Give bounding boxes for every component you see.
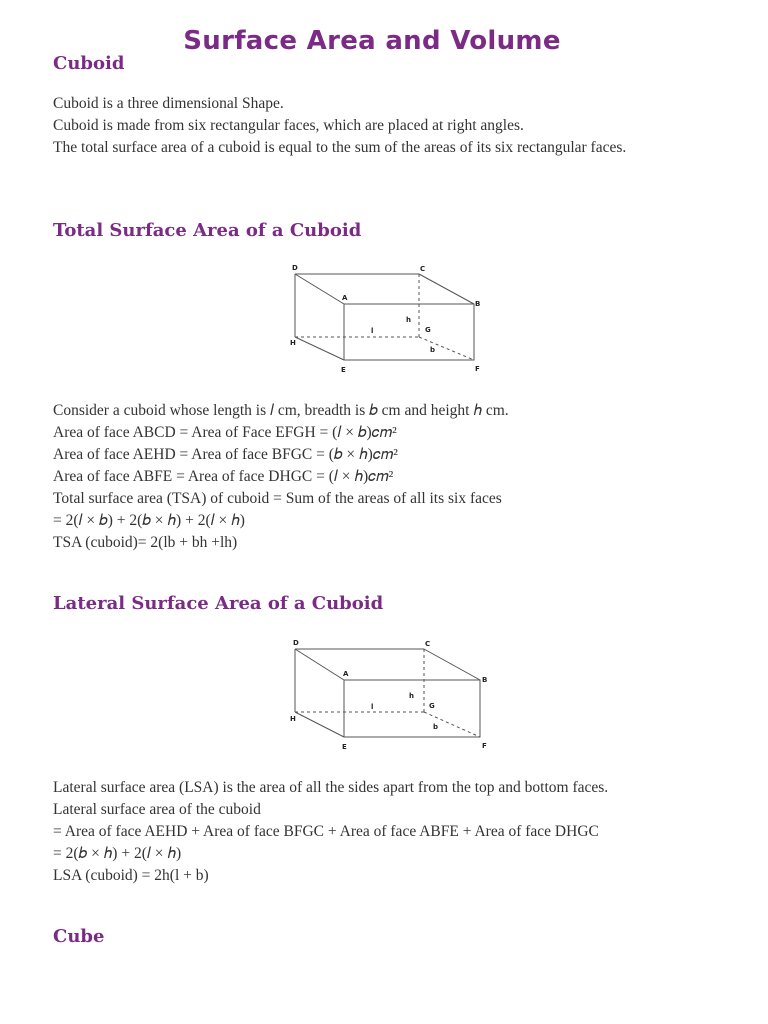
section-heading-tsa: Total Surface Area of a Cuboid <box>53 220 362 241</box>
cuboid-diagram-svg <box>285 260 495 378</box>
tsa-line: Consider a cuboid whose length is 𝑙 cm, breadth is 𝑏 cm and height ℎ cm. <box>53 402 509 419</box>
tsa-line: Area of face AEHD = Area of face BFGC = (𝑏 × ℎ)𝑐𝑚² <box>53 446 398 463</box>
cuboid-diagram-tsa <box>285 260 495 382</box>
vertex-label: C <box>425 640 431 648</box>
vertex-label: G <box>425 326 431 334</box>
section-heading-cube: Cube <box>53 926 105 947</box>
dimension-label: l <box>371 327 374 335</box>
section-heading-lsa: Lateral Surface Area of a Cuboid <box>53 593 384 614</box>
section-heading-cuboid: Cuboid <box>53 53 125 74</box>
lsa-line: Lateral surface area of the cuboid <box>53 801 261 818</box>
vertex-label: A <box>342 294 348 302</box>
tsa-paragraph <box>53 400 733 554</box>
vertex-label: B <box>482 676 488 684</box>
dimension-label: l <box>371 703 374 711</box>
dimension-label: h <box>406 316 411 324</box>
vertex-label: D <box>292 264 298 272</box>
vertex-label: D <box>293 639 299 647</box>
cuboid-paragraph <box>53 93 693 159</box>
vertex-label: E <box>342 743 347 751</box>
cuboid-diagram-lsa <box>285 635 495 757</box>
lsa-line: = Area of face AEHD + Area of face BFGC + Area of face ABFE + Area of face DHGC <box>53 823 599 840</box>
vertex-label: F <box>482 742 487 750</box>
lsa-line: LSA (cuboid) = 2h(l + b) <box>53 867 209 884</box>
vertex-label: H <box>290 715 296 723</box>
page-title: Surface Area and Volume <box>183 26 561 56</box>
dimension-label: b <box>430 346 436 354</box>
tsa-line: = 2(𝑙 × 𝑏) + 2(𝑏 × ℎ) + 2(𝑙 × ℎ) <box>53 512 245 529</box>
tsa-line: TSA (cuboid)= 2(lb + bh +lh) <box>53 534 238 551</box>
vertex-label: G <box>429 702 435 710</box>
vertex-label: C <box>420 265 426 273</box>
cuboid-line: Cuboid is made from six rectangular faces, which are placed at right angles. <box>53 117 524 134</box>
lsa-paragraph <box>53 777 733 887</box>
vertex-label: B <box>475 300 481 308</box>
cuboid-diagram-svg <box>285 635 495 753</box>
dimension-label: b <box>433 723 439 731</box>
vertex-label: H <box>290 339 296 347</box>
dimension-label: h <box>409 692 414 700</box>
cuboid-line: Cuboid is a three dimensional Shape. <box>53 95 284 112</box>
vertex-label: E <box>341 366 346 374</box>
tsa-line: Area of face ABCD = Area of Face EFGH = (𝑙 × 𝑏)𝑐𝑚² <box>53 424 397 441</box>
cuboid-line: The total surface area of a cuboid is equal to the sum of the areas of its six rectangular faces. <box>53 139 627 156</box>
lsa-line: Lateral surface area (LSA) is the area of all the sides apart from the top and bottom faces. <box>53 779 609 796</box>
tsa-line: Area of face ABFE = Area of face DHGC = (𝑙 × ℎ)𝑐𝑚² <box>53 468 394 485</box>
tsa-line: Total surface area (TSA) of cuboid = Sum of the areas of all its six faces <box>53 490 502 507</box>
vertex-label: F <box>475 365 480 373</box>
lsa-line: = 2(𝑏 × ℎ) + 2(𝑙 × ℎ) <box>53 845 182 862</box>
vertex-label: A <box>343 670 349 678</box>
